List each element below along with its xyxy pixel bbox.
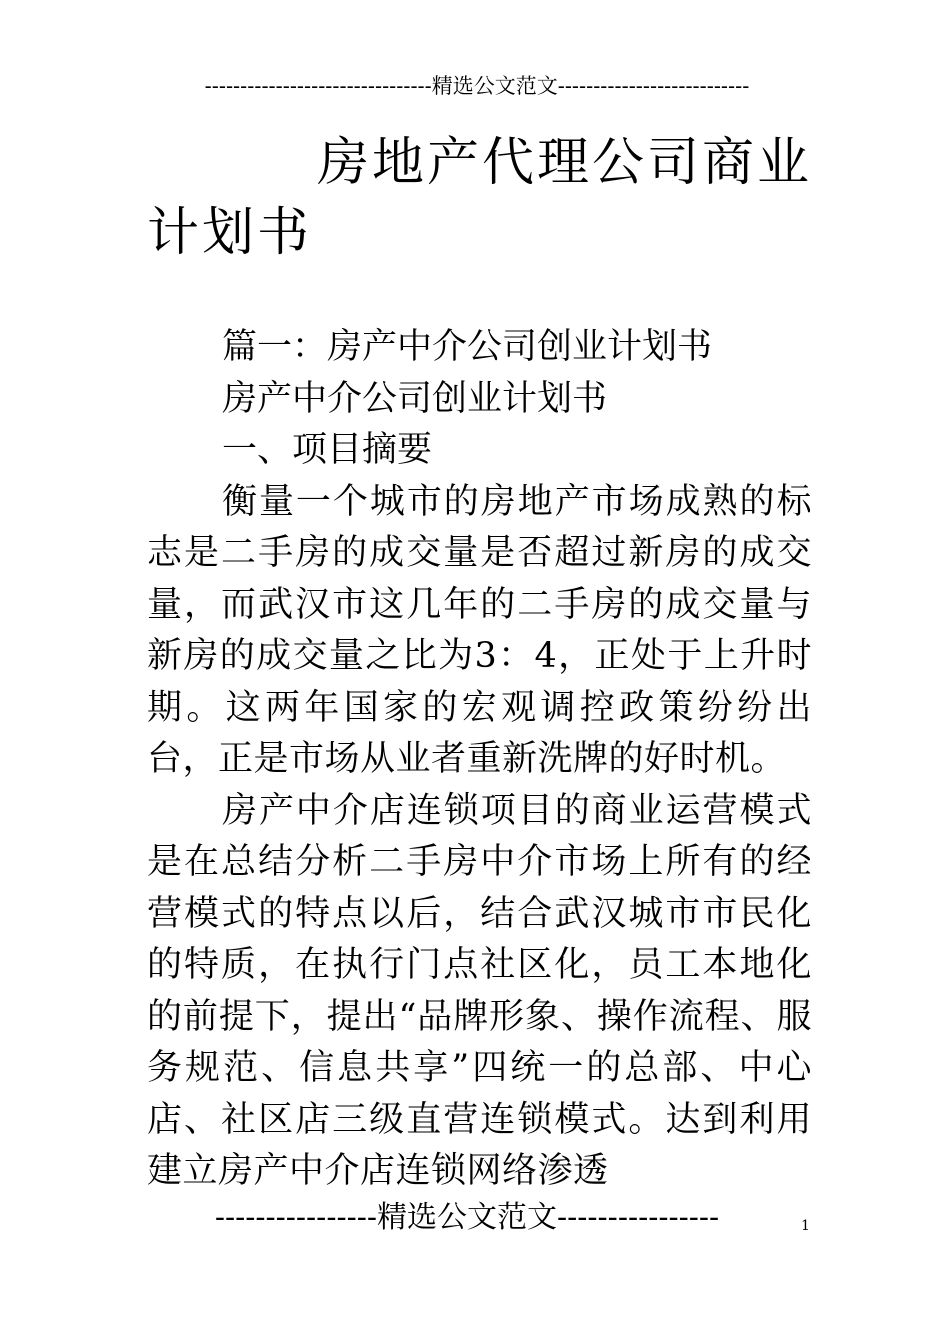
body-paragraph: 衡量一个城市的房地产市场成熟的标志是二手房的成交量是否超过新房的成交量，而武汉市这几年的二手房的成交量与新房的成交量之比为3：4，正处于上升时期。这两年国家的宏观调控政策纷纷出台，正是市场从业者重新洗牌的好时机。: [147, 481, 812, 779]
title-text: 房地产代理公司商业计划书: [147, 133, 813, 263]
page-number: 1: [801, 1218, 810, 1234]
section-heading: 篇一：房产中介公司创业计划书: [222, 327, 713, 367]
page-header: --------------------------------精选公文范文---------------------------: [204, 74, 750, 98]
document-title: [147, 128, 812, 268]
document-body: [147, 322, 812, 1198]
body-paragraph: 房产中介店连锁项目的商业运营模式是在总结分析二手房中介市场上所有的经营模式的特点以后，结合武汉城市市民化的特质，在执行门点社区化，员工本地化的前提下，提出“品牌形象、操作流程、服务规范、信息共享”四统一的总部、中心店、社区店三级直营连锁模式。达到利用建立房产中介店连锁网络渗透: [147, 790, 812, 1191]
section-heading-summary: 一、项目摘要: [222, 430, 433, 470]
page-footer: ----------------精选公文范文----------------: [214, 1200, 720, 1235]
subtitle-line: 房产中介公司创业计划书: [222, 378, 608, 419]
